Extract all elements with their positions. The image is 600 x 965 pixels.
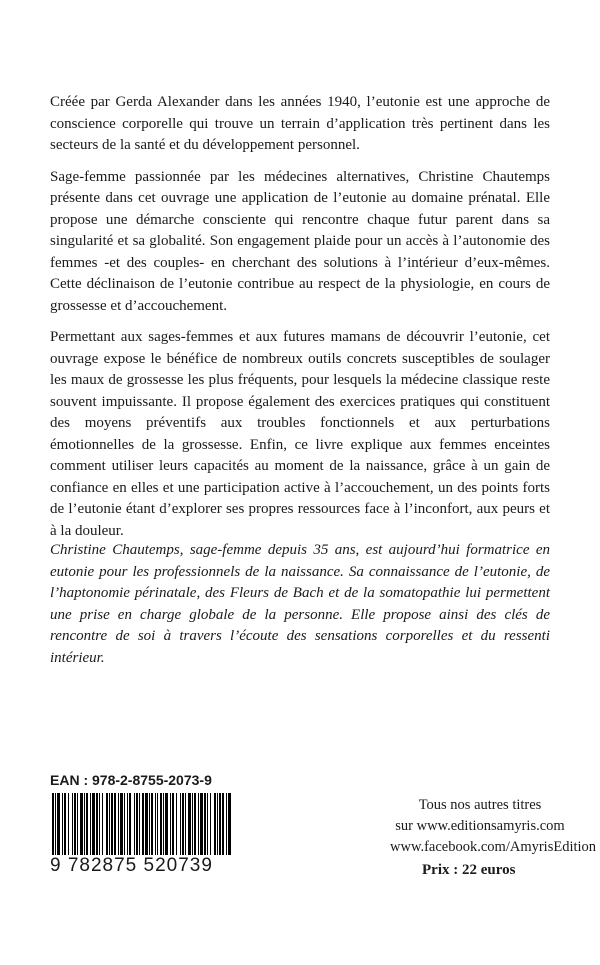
barcode-bar bbox=[118, 793, 119, 863]
barcode-bar bbox=[134, 793, 135, 863]
barcode-bar bbox=[145, 793, 148, 863]
barcode-bar bbox=[62, 793, 63, 863]
barcode-bar bbox=[102, 793, 103, 863]
barcode-bar bbox=[99, 793, 100, 863]
barcode-bar bbox=[210, 793, 211, 863]
back-cover-description bbox=[50, 92, 550, 552]
barcode-bar bbox=[124, 793, 125, 863]
barcode-bar bbox=[64, 793, 66, 863]
barcode-bar bbox=[214, 793, 216, 863]
barcode-bar bbox=[142, 793, 144, 863]
barcode-bar bbox=[219, 793, 221, 863]
barcode-bar bbox=[92, 793, 95, 863]
barcode-bar bbox=[86, 793, 88, 863]
barcode-bar bbox=[188, 793, 191, 863]
barcode-bar bbox=[200, 793, 203, 863]
publisher-line-titles: Tous nos autres titres bbox=[418, 797, 542, 813]
barcode-bar bbox=[151, 793, 153, 863]
barcode-bar bbox=[80, 793, 83, 863]
barcode-bar bbox=[192, 793, 193, 863]
barcode-bar bbox=[222, 793, 224, 863]
barcode-bar bbox=[185, 793, 186, 863]
publisher-facebook: www.facebook.com/AmyrisEdition bbox=[390, 839, 597, 855]
barcode-bar bbox=[55, 793, 56, 863]
barcode-bar bbox=[163, 793, 164, 863]
barcode-bar bbox=[176, 793, 177, 863]
barcode-bar bbox=[111, 793, 113, 863]
barcode-bar bbox=[90, 793, 91, 863]
publisher-website: sur www.editionsamyris.com bbox=[395, 818, 565, 834]
paragraph-intro: Créée par Gerda Alexander dans les années 1940, l’eutonie est une approche de conscience corporelle qui trouve un terrain d’application très pertinent dans les secteurs de la santé et du développement personnel. bbox=[50, 94, 550, 153]
barcode-bar bbox=[207, 793, 208, 863]
barcode-bar bbox=[139, 793, 140, 863]
publisher-info bbox=[390, 795, 597, 858]
price-label: Prix : 22 euros bbox=[422, 862, 516, 878]
barcode-bar bbox=[72, 793, 73, 863]
barcode-bar bbox=[106, 793, 108, 863]
barcode-bar bbox=[52, 793, 54, 863]
barcode-bar bbox=[127, 793, 128, 863]
barcode-bar bbox=[155, 793, 156, 863]
barcode-bar bbox=[217, 793, 218, 863]
barcode-digits: 9 782875 520739 bbox=[50, 855, 232, 877]
paragraph-book-content: Permettant aux sages-femmes et aux futures mamans de découvrir l’eutonie, cet ouvrage expose le bénéfice de nombreux outils concrets susceptibles de soulager les maux de grossesse les plus fréquents, pour lesquels la médecine classique reste souvent impuissante. Il propose également des exercices pratiques qui constituent des moyens préventifs aux troubles fonctionnels et aux perturbations émotionnelles de la grossesse. Enfin, ce livre explique aux femmes enceintes comment utiliser leurs capacités au moment de la naissance, grâce à un gain de confiance en elles et une participation active à l’accouchement, un des points forts de l’eutonie étant d’explorer ses propres ressources face à l’inconfort, aux peurs et à la douleur. bbox=[50, 329, 550, 539]
barcode-bar bbox=[172, 793, 174, 863]
barcode-bar bbox=[226, 793, 227, 863]
barcode-bar bbox=[198, 793, 199, 863]
barcode-bar bbox=[129, 793, 131, 863]
paragraph-author-approach: Sage-femme passionnée par les médecines alternatives, Christine Chautemps présente dans cet ouvrage une application de l’eutonie au domaine prénatal. Elle propose une démarche consciente qui rencontre chaque futur parent dans sa singularité et sa globalité. Son engagement plaide pour un accès à l’autonomie des femmes -et des couples- en cherchant des solutions à l’intérieur d’eux-mêmes. Cette déclinaison de l’eutonie contribue au respect de la physiologie, en cours de grossesse et d’accouchement. bbox=[50, 168, 550, 314]
barcode-bar bbox=[136, 793, 138, 863]
barcode-bar bbox=[77, 793, 78, 863]
barcode-bar bbox=[109, 793, 110, 863]
barcode-bar bbox=[228, 793, 231, 863]
author-bio: Christine Chautemps, sage-femme depuis 35 ans, est aujourd’hui formatrice en eutonie pour les professionnels de la naissance. Sa connaissance de l’eutonie, de l’haptonomie périnatale, des Fleurs de Bach et de la somatopathie lui permettent une prise en charge globale de la personne. Elle propose ainsi des clés de rencontre de soi à travers l’écoute des sensations corporelles et du ressenti intérieur. bbox=[50, 542, 550, 666]
barcode-bar bbox=[120, 793, 123, 863]
barcode-bars bbox=[50, 793, 232, 863]
barcode-bar bbox=[194, 793, 196, 863]
barcode-bar bbox=[204, 793, 206, 863]
barcode-bar bbox=[149, 793, 150, 863]
barcode-bar bbox=[96, 793, 98, 863]
barcode-bar bbox=[157, 793, 158, 863]
ean-label: EAN : 978-2-8755-2073-9 bbox=[50, 772, 212, 788]
barcode-bar bbox=[74, 793, 76, 863]
barcode-bar bbox=[68, 793, 69, 863]
barcode-bar bbox=[114, 793, 116, 863]
barcode-bar bbox=[182, 793, 184, 863]
barcode bbox=[50, 793, 232, 885]
barcode-bar bbox=[84, 793, 85, 863]
barcode-bar bbox=[170, 793, 171, 863]
barcode-bar bbox=[57, 793, 60, 863]
barcode-bar bbox=[160, 793, 162, 863]
barcode-bar bbox=[165, 793, 168, 863]
barcode-bar bbox=[180, 793, 181, 863]
